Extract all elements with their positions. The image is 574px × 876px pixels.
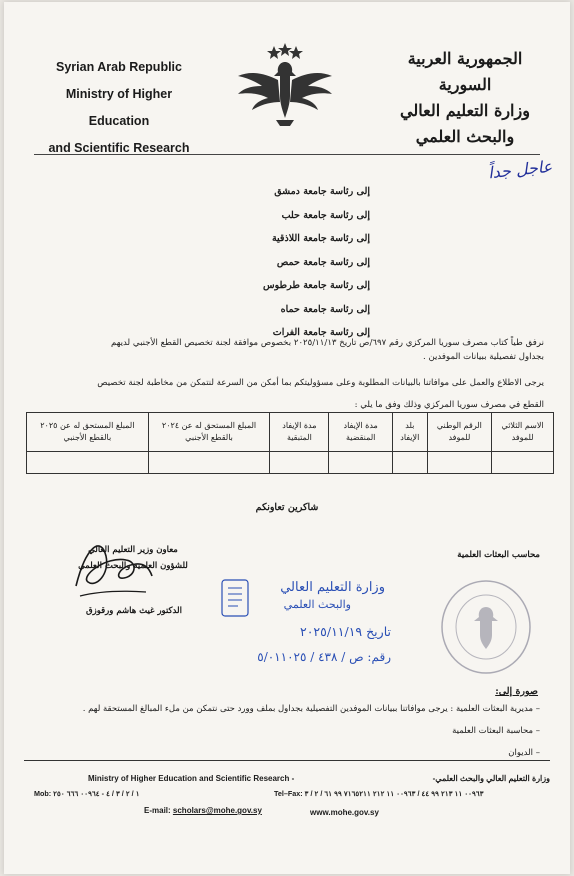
- copies-title: صورة إلى:: [495, 686, 538, 697]
- signatory-name: الدكتور غيث هاشم ورقوزق: [86, 606, 182, 616]
- ar-ministry: وزارة التعليم العالي: [400, 101, 530, 120]
- paragraph-line: نرفق طياً كتاب مصرف سوريا المركزي رقم ٦٩٧/ص تاريخ ٢٠٢٥/١١/١٣ بخصوص موافقة لجنة تخصيص القطع الأجنبي لديهم: [110, 338, 544, 348]
- copy-item-text: الديوان: [508, 748, 534, 758]
- en-country: Syrian Arab Republic: [56, 60, 182, 74]
- ar-research: والبحث العلمي: [415, 127, 515, 146]
- urgent-handwritten-note: عاجل جداً: [486, 156, 553, 183]
- copy-item: – مديرية البعثات العلمية : يرجى موافاتنا ببيانات الموفدين التفصيلية بجداول بملف وورد حتى نتمكن من ملء المبالغ المستحقة لهم .: [82, 704, 540, 714]
- table-header-cell: الاسم الثلاثي للموفد: [492, 413, 554, 452]
- footer-email-link[interactable]: scholars@mohe.gov.sy: [172, 806, 262, 815]
- table-header-cell: مدة الإيفاد المتبقية: [270, 413, 329, 452]
- table-cell: [392, 452, 427, 474]
- table-header-cell: الرقم الوطني للموفد: [427, 413, 492, 452]
- letter-page: [4, 2, 570, 874]
- footer-website[interactable]: www.mohe.gov.sy: [310, 808, 379, 817]
- ar-country: الجمهورية العربية السورية: [407, 49, 523, 94]
- signatory-title-line: معاون وزير التعليم العالي: [88, 545, 178, 555]
- recipient: إلى رئاسة جامعة اللاذقية: [271, 233, 370, 244]
- closing-thanks: شاكرين تعاونكم: [255, 502, 319, 513]
- table-row: [27, 452, 554, 474]
- recipient: إلى رئاسة جامعة طرطوس: [263, 280, 370, 291]
- table-header-cell: مدة الإيفاد المنقضية: [329, 413, 393, 452]
- accountant-label: محاسب البعثات العلمية: [457, 550, 540, 560]
- en-research: and Scientific Research: [48, 141, 190, 155]
- arabic-letterhead: [380, 46, 550, 150]
- copy-item: – الديوان: [508, 748, 540, 758]
- table-cell: [329, 452, 393, 474]
- table-cell: [492, 452, 554, 474]
- footer-ministry-ar: وزارة التعليم العالي والبحث العلمي-: [432, 774, 550, 783]
- copy-item: – محاسبة البعثات العلمية: [452, 726, 540, 736]
- footer-email: [144, 806, 262, 815]
- recipient: إلى رئاسة جامعة حماه: [280, 303, 370, 315]
- recipient: إلى رئاسة جامعة حلب: [281, 209, 370, 221]
- footer-divider: [24, 760, 550, 761]
- signatory-title: [74, 542, 192, 574]
- signatory-title-line: للشؤون العلمية والبحث العلمي: [78, 561, 188, 571]
- table-header-cell: بلد الإيفاد: [392, 413, 427, 452]
- en-ministry: Ministry of Higher Education: [65, 87, 173, 128]
- table-header-cell: المبلغ المستحق له عن ٢٠٢٥ بالقطع الأجنبي: [27, 413, 149, 452]
- paragraph-line: بجداول تفصيلية ببيانات الموفدين .: [423, 352, 544, 362]
- table-cell: [270, 452, 329, 474]
- recipient: إلى رئاسة جامعة حمص: [276, 256, 370, 268]
- body-paragraph-1: [36, 336, 544, 364]
- footer-ministry-en: Ministry of Higher Education and Scientific Research -: [88, 774, 295, 783]
- copy-item-text: محاسبة البعثات العلمية: [452, 726, 534, 736]
- recipients-list: [263, 180, 370, 345]
- table-header-row: [27, 413, 554, 452]
- footer-email-label: E-mail:: [144, 806, 171, 815]
- table-cell: [148, 452, 270, 474]
- paragraph-line: يرجى الاطلاع والعمل على موافاتنا بالبيانات المطلوبة وعلى مسؤوليتكم بما أمكن من السرعة لنتمكن من مخاطبة لجنة تخصيص: [97, 378, 544, 388]
- stamp-research: والبحث العلمي: [283, 598, 351, 611]
- recipient: إلى رئاسة جامعة دمشق: [274, 186, 370, 197]
- registration-stamp: [216, 574, 391, 674]
- official-seal-icon: [438, 577, 534, 677]
- paragraph-line: القطع في مصرف سوريا المركزي وذلك وفق ما يلي :: [354, 400, 544, 410]
- footer-mob: Mob: ١ / ٢ / ٣ / ٤ - ٠٠٩٦٤ ٦٦٦ ٢٥٠: [34, 789, 140, 798]
- stamp-ministry: وزارة التعليم العالي: [280, 580, 385, 595]
- stamp-book-icon: [216, 574, 256, 624]
- copy-item-text: مديرية البعثات العلمية : يرجى موافاتنا ببيانات الموفدين التفصيلية بجداول بملف وورد حتى نتمكن من ملء المبالغ المستحقة لهم .: [82, 704, 534, 714]
- stamp-date: تاريخ ٢٠٢٥/١١/١٩: [300, 624, 391, 639]
- table-header-cell: المبلغ المستحق له عن ٢٠٢٤ بالقطع الأجنبي: [148, 413, 270, 452]
- table-cell: [27, 452, 149, 474]
- stamp-number: رقم: ص / ٤٣٨ / ٥/٠١١٠٢٥: [257, 650, 391, 664]
- beneficiaries-table: [26, 412, 554, 474]
- body-paragraph-2: [36, 376, 544, 412]
- recipient: إلى رئاسة جامعة الفرات: [272, 327, 370, 338]
- table-cell: [427, 452, 492, 474]
- header-divider: [34, 154, 540, 155]
- footer-tel-fax: Tel–Fax: ٠٠٩٦٣ ١١ ٢١٣ ٩٩ ٤٤ / ٠٠٩٦٣ ١١ ٢١٢ ٧١٦٥٢١١ ٩٩ ٦١ / ٢ / ٣: [274, 789, 484, 798]
- syrian-eagle-emblem: [230, 40, 340, 130]
- english-letterhead: [34, 54, 204, 162]
